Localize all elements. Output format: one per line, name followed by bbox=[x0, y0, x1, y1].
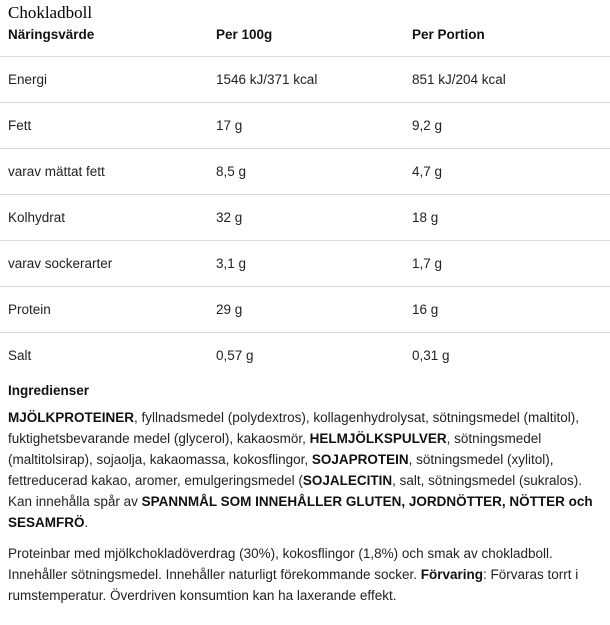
nutrient-name: Kolhydrat bbox=[0, 195, 208, 241]
bold-text-segment: HELMJÖLKSPULVER bbox=[309, 431, 447, 446]
table-row bbox=[0, 103, 610, 149]
text-segment: Proteinbar med mjölkchokladöverdrag (30%), kokosflingor (1,8%) och smak av chokladboll. Innehåller sötningsmedel. Innehåller naturligt förekommande socker. bbox=[8, 546, 553, 582]
table-row bbox=[0, 333, 610, 379]
text-segment: , fyllnadsmedel (polydextros), kollagenhydrolysat, sötningsmedel (maltitol), fuktighetsbevarande medel (glycerol), kakaosmör, bbox=[8, 410, 579, 446]
nutrient-name: Protein bbox=[0, 287, 208, 333]
ingredients-heading: Ingredienser bbox=[8, 383, 90, 398]
nutrient-name: Salt bbox=[8, 348, 32, 363]
table-row bbox=[0, 287, 610, 333]
text-segment: , sötningsmedel (maltitolsirap), sojaolja, kakaomassa, kokosflingor, bbox=[8, 431, 542, 467]
text-segment: , sötningsmedel (xylitol), fettreducerad kakao, aromer, emulgeringsmedel ( bbox=[8, 452, 554, 488]
table-row bbox=[0, 195, 610, 241]
value-per-portion: 4,7 g bbox=[404, 149, 610, 195]
value-per-portion: 0,31 g bbox=[412, 348, 450, 363]
nutrient-name: Fett bbox=[0, 103, 208, 149]
ingredients-text bbox=[8, 407, 604, 533]
bold-text-segment: SOJALECITIN bbox=[302, 473, 393, 488]
value-per-100g: 29 g bbox=[208, 287, 404, 333]
column-header-nutrient: Näringsvärde bbox=[0, 12, 208, 57]
bold-text-segment: SPANNMÅL SOM INNEHÅLLER GLUTEN, JORDNÖTTER, NÖTTER och SESAMFRÖ bbox=[8, 494, 593, 530]
product-title: Chokladboll bbox=[8, 3, 93, 22]
column-header-per-portion: Per Portion bbox=[404, 12, 610, 57]
nutrient-name: varav sockerarter bbox=[0, 241, 208, 287]
table-row bbox=[0, 149, 610, 195]
table-row bbox=[0, 241, 610, 287]
table-row bbox=[0, 57, 610, 103]
value-per-portion: 9,2 g bbox=[404, 103, 610, 149]
value-per-100g: 0,57 g bbox=[216, 348, 254, 363]
bold-text-segment: SOJAPROTEIN bbox=[311, 452, 409, 467]
value-per-100g: 8,5 g bbox=[208, 149, 404, 195]
value-per-portion: 1,7 g bbox=[404, 241, 610, 287]
nutrient-name: Energi bbox=[0, 57, 208, 103]
value-per-100g: 1546 kJ/371 kcal bbox=[208, 57, 404, 103]
text-segment: . bbox=[84, 515, 89, 530]
value-per-100g: 32 g bbox=[208, 195, 404, 241]
value-per-100g: 17 g bbox=[208, 103, 404, 149]
column-header-per-100g: Per 100g bbox=[208, 12, 404, 57]
bold-text-segment: MJÖLKPROTEINER bbox=[8, 410, 135, 425]
bold-text-segment: Förvaring bbox=[420, 567, 483, 582]
value-per-100g: 3,1 g bbox=[208, 241, 404, 287]
nutrient-name: varav mättat fett bbox=[0, 149, 208, 195]
value-per-portion: 851 kJ/204 kcal bbox=[404, 57, 610, 103]
value-per-portion: 18 g bbox=[404, 195, 610, 241]
text-segment: , salt, sötningsmedel (sukralos). Kan innehålla spår av bbox=[8, 473, 582, 509]
value-per-portion: 16 g bbox=[404, 287, 610, 333]
product-description bbox=[8, 543, 604, 606]
nutrition-table bbox=[0, 12, 610, 378]
text-segment: : Förvaras torrt i rumstemperatur. Överdriven konsumtion kan ha laxerande effekt. bbox=[8, 567, 579, 603]
